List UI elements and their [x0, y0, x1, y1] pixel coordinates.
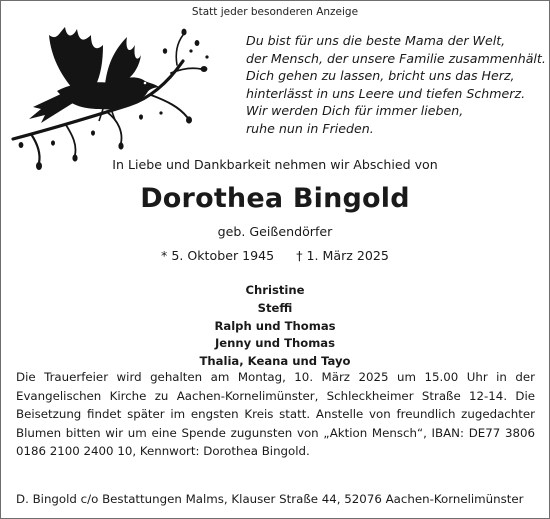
mourner-name: Jenny und Thomas	[214, 336, 336, 351]
service-details: Die Trauerfeier wird gehalten am Montag, 10. März 2025 um 15.00 Uhr in der Evangelischen Kirche zu Aachen-Kornelimünster, Schleckheimer Straße 12-14. Die Beisetzung findet später im engsten Kreis statt. Anstelle von freundlich zugedachter Blumen bitten wir um eine Spende zugunsten von „Aktion Mensch“, IBAN: DE77 3806 0186 2100 2400 10, Kennwort: Dorothea Bingold.	[16, 370, 535, 459]
contact-address: D. Bingold c/o Bestattungen Malms, Klauser Straße 44, 52076 Aachen-Kornelimünster	[16, 492, 524, 506]
mourner-name: Thalia, Keana und Tayo	[199, 354, 351, 369]
poem-line: Dich gehen zu lassen, bricht uns das Herz,	[246, 68, 515, 84]
birth-date: * 5. Oktober 1945	[161, 248, 275, 263]
mourner-name: Ralph und Thomas	[214, 318, 336, 333]
farewell-line: In Liebe und Dankbarkeit nehmen wir Abschied von	[112, 157, 438, 172]
mourner-name: Christine	[245, 283, 305, 297]
poem-line: Wir werden Dich für immer lieben,	[246, 103, 464, 119]
poem	[246, 32, 546, 138]
maiden-name: geb. Geißendörfer	[217, 224, 333, 239]
poem-line: der Mensch, der unsere Familie zusammenhält.	[246, 50, 546, 66]
mourners-list	[1, 282, 549, 371]
mourner-name: Steffi	[257, 300, 293, 315]
life-dates	[1, 248, 549, 263]
deceased-name: Dorothea Bingold	[140, 183, 410, 214]
header-line: Statt jeder besonderen Anzeige	[191, 6, 359, 18]
poem-line: hinterlässt in uns Leere und tiefen Schmerz.	[246, 85, 526, 101]
poem-line: ruhe nun in Frieden.	[246, 120, 374, 136]
death-date: † 1. März 2025	[296, 248, 389, 263]
poem-line: Du bist für uns die beste Mama der Welt,	[246, 33, 506, 48]
